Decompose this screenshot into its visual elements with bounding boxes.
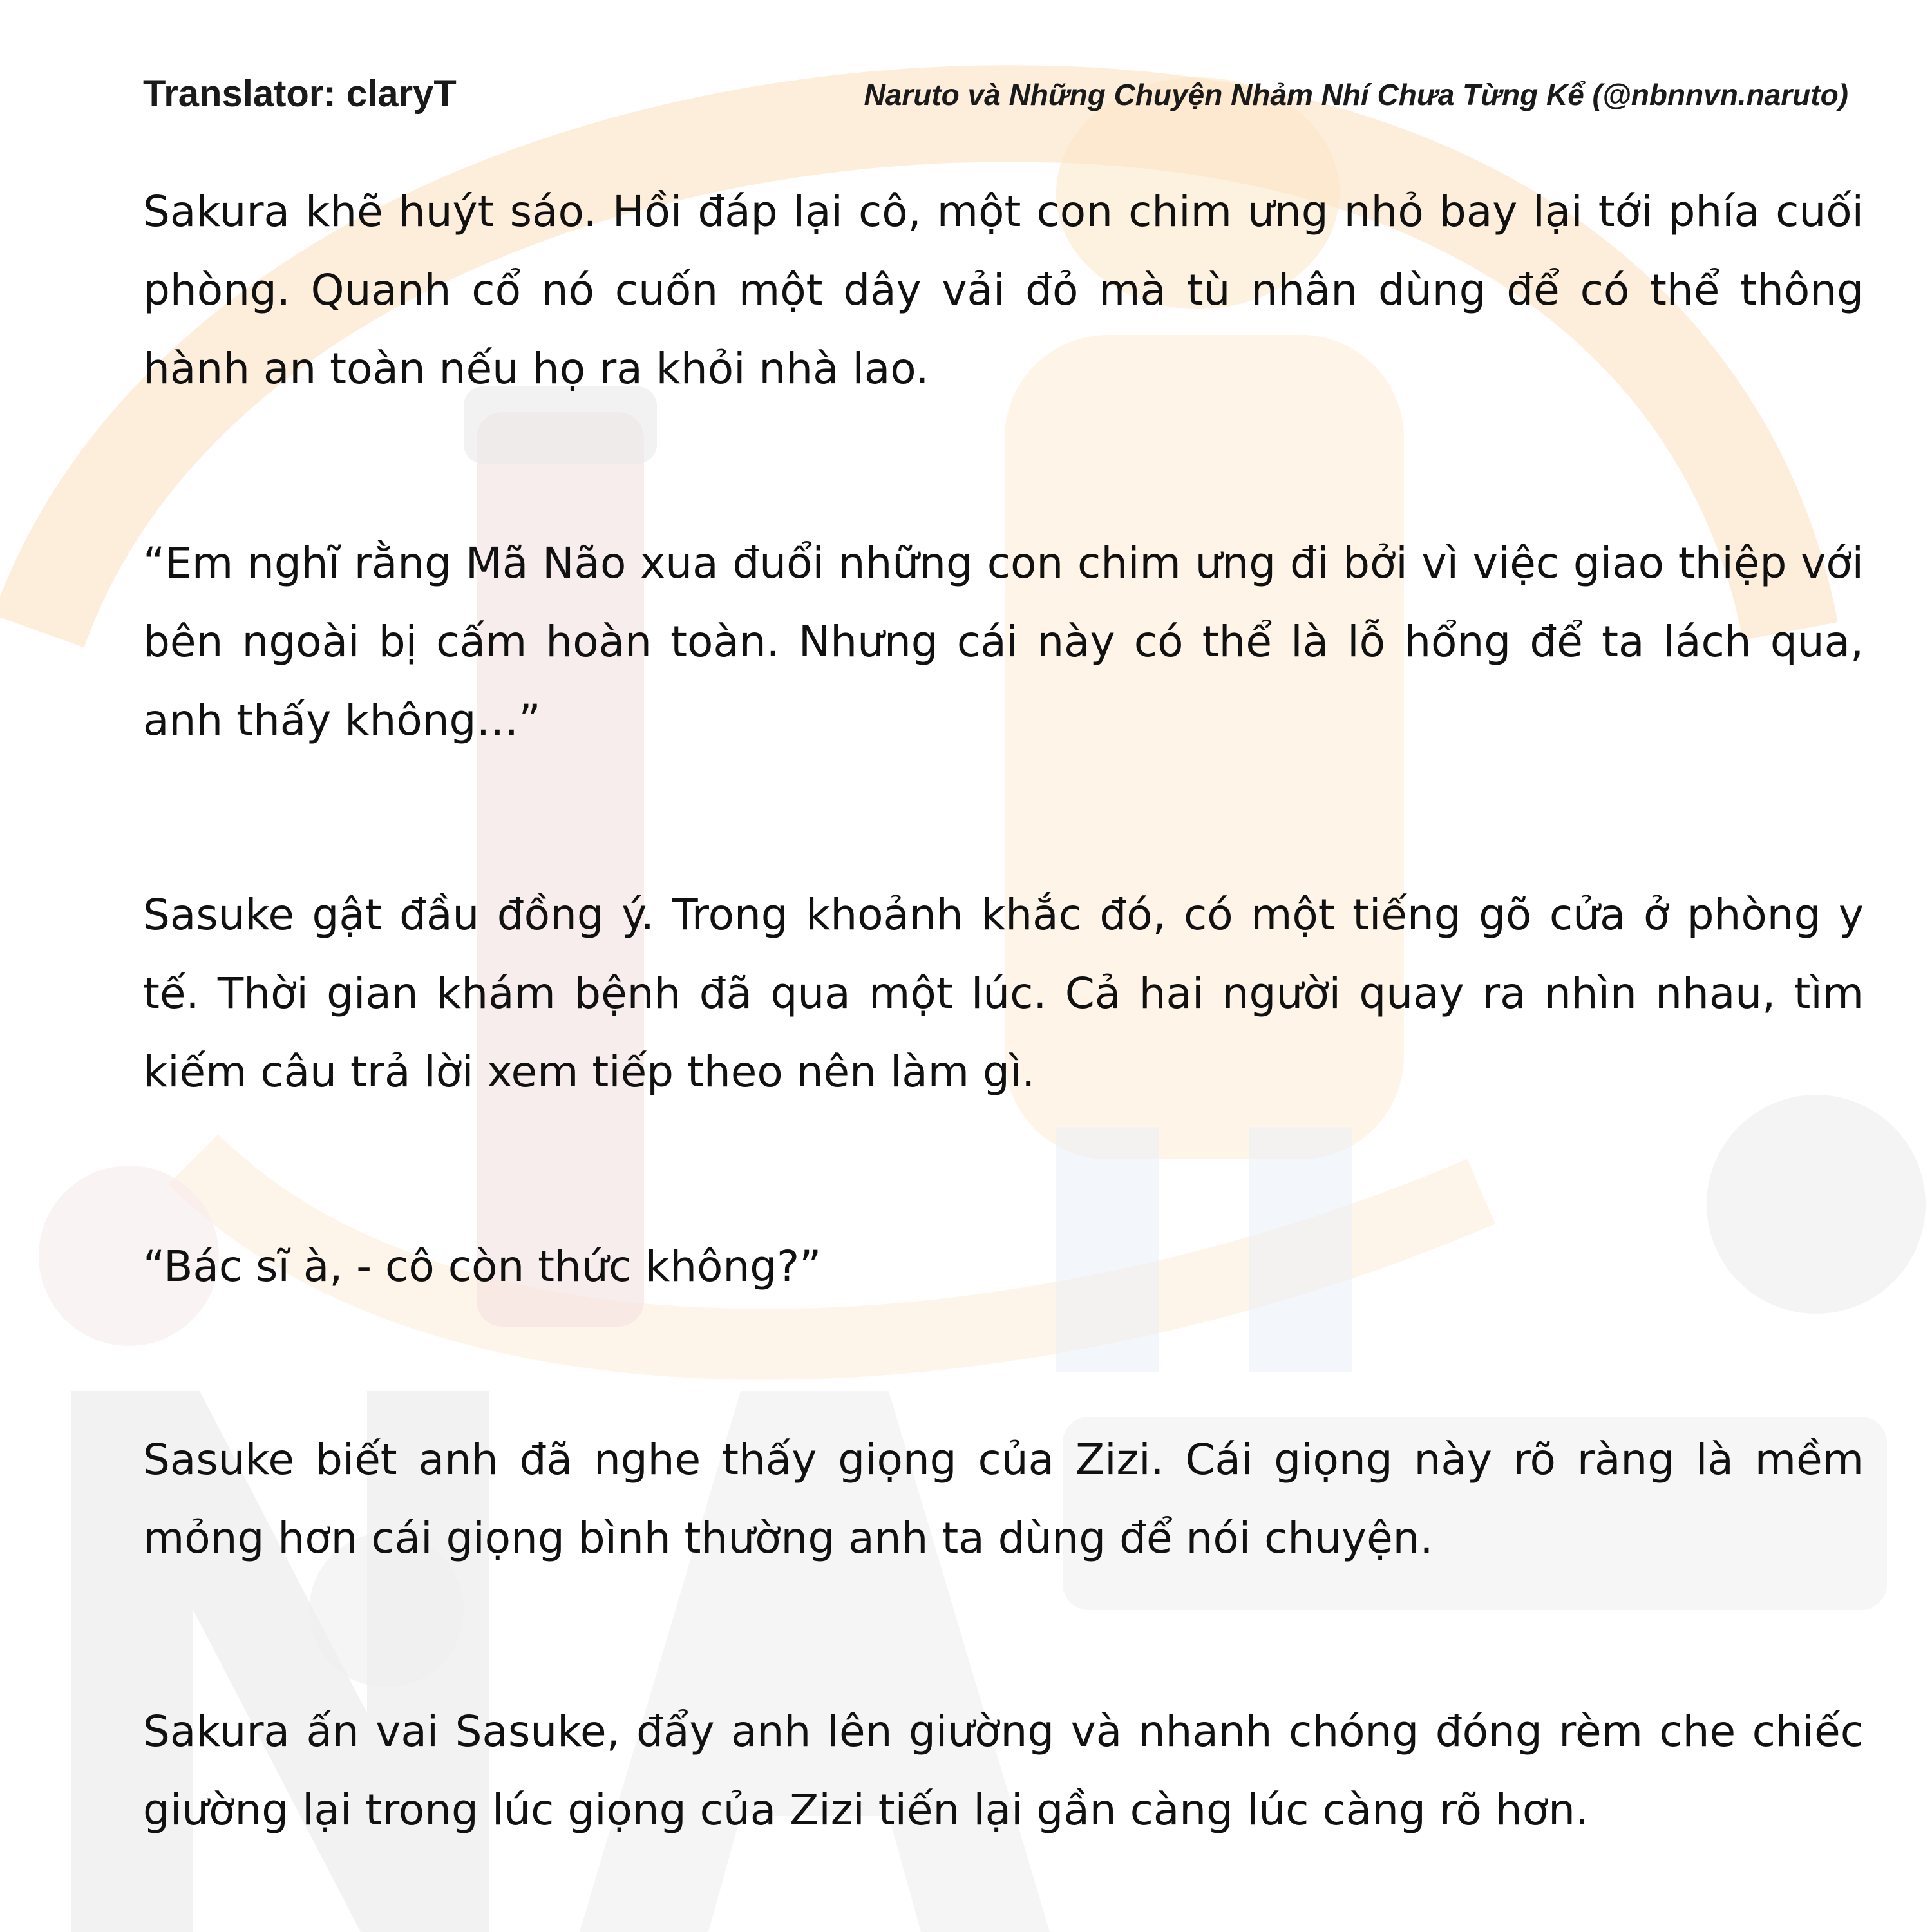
paragraph: “Bác sĩ à, - cô còn thức không?” (143, 1242, 822, 1291)
paragraph: Sakura ấn vai Sasuke, đẩy anh lên giường và nhanh chóng đóng rèm che chiếc giường lại trong lúc giọng của Zizi tiến lại gần càng lúc càng rõ hơn. (143, 1707, 1864, 1835)
paragraph: Sakura khẽ huýt sáo. Hồi đáp lại cô, một con chim ưng nhỏ bay lại tới phía cuối phòng. Quanh cổ nó cuốn một dây vải đỏ mà tù nhân dùng để có thể thông hành an toàn nếu họ ra khỏi nhà lao. (143, 187, 1864, 393)
paragraph: Sasuke gật đầu đồng ý. Trong khoảnh khắc đó, có một tiếng gõ cửa ở phòng y tế. Thời gian khám bệnh đã qua một lúc. Cả hai người quay ra nhìn nhau, tìm kiếm câu trả lời xem tiếp theo nên làm gì. (143, 890, 1864, 1097)
paragraph: “Em nghĩ rằng Mã Não xua đuổi những con chim ưng đi bởi vì việc giao thiệp với bên ngoài bị cấm hoàn toàn. Nhưng cái này có thể là lỗ hổng để ta lách qua, anh thấy không…” (143, 538, 1864, 745)
translator-credit: Translator: claryT (143, 73, 457, 115)
paragraph: Sasuke biết anh đã nghe thấy giọng của Zizi. Cái giọng này rõ ràng là mềm mỏng hơn cái giọng bình thường anh ta dùng để nói chuyện. (143, 1435, 1864, 1563)
series-title: Naruto và Những Chuyện Nhảm Nhí Chưa Từng Kể (@nbnnvn.naruto) (864, 78, 1848, 111)
page-header (143, 72, 1848, 124)
